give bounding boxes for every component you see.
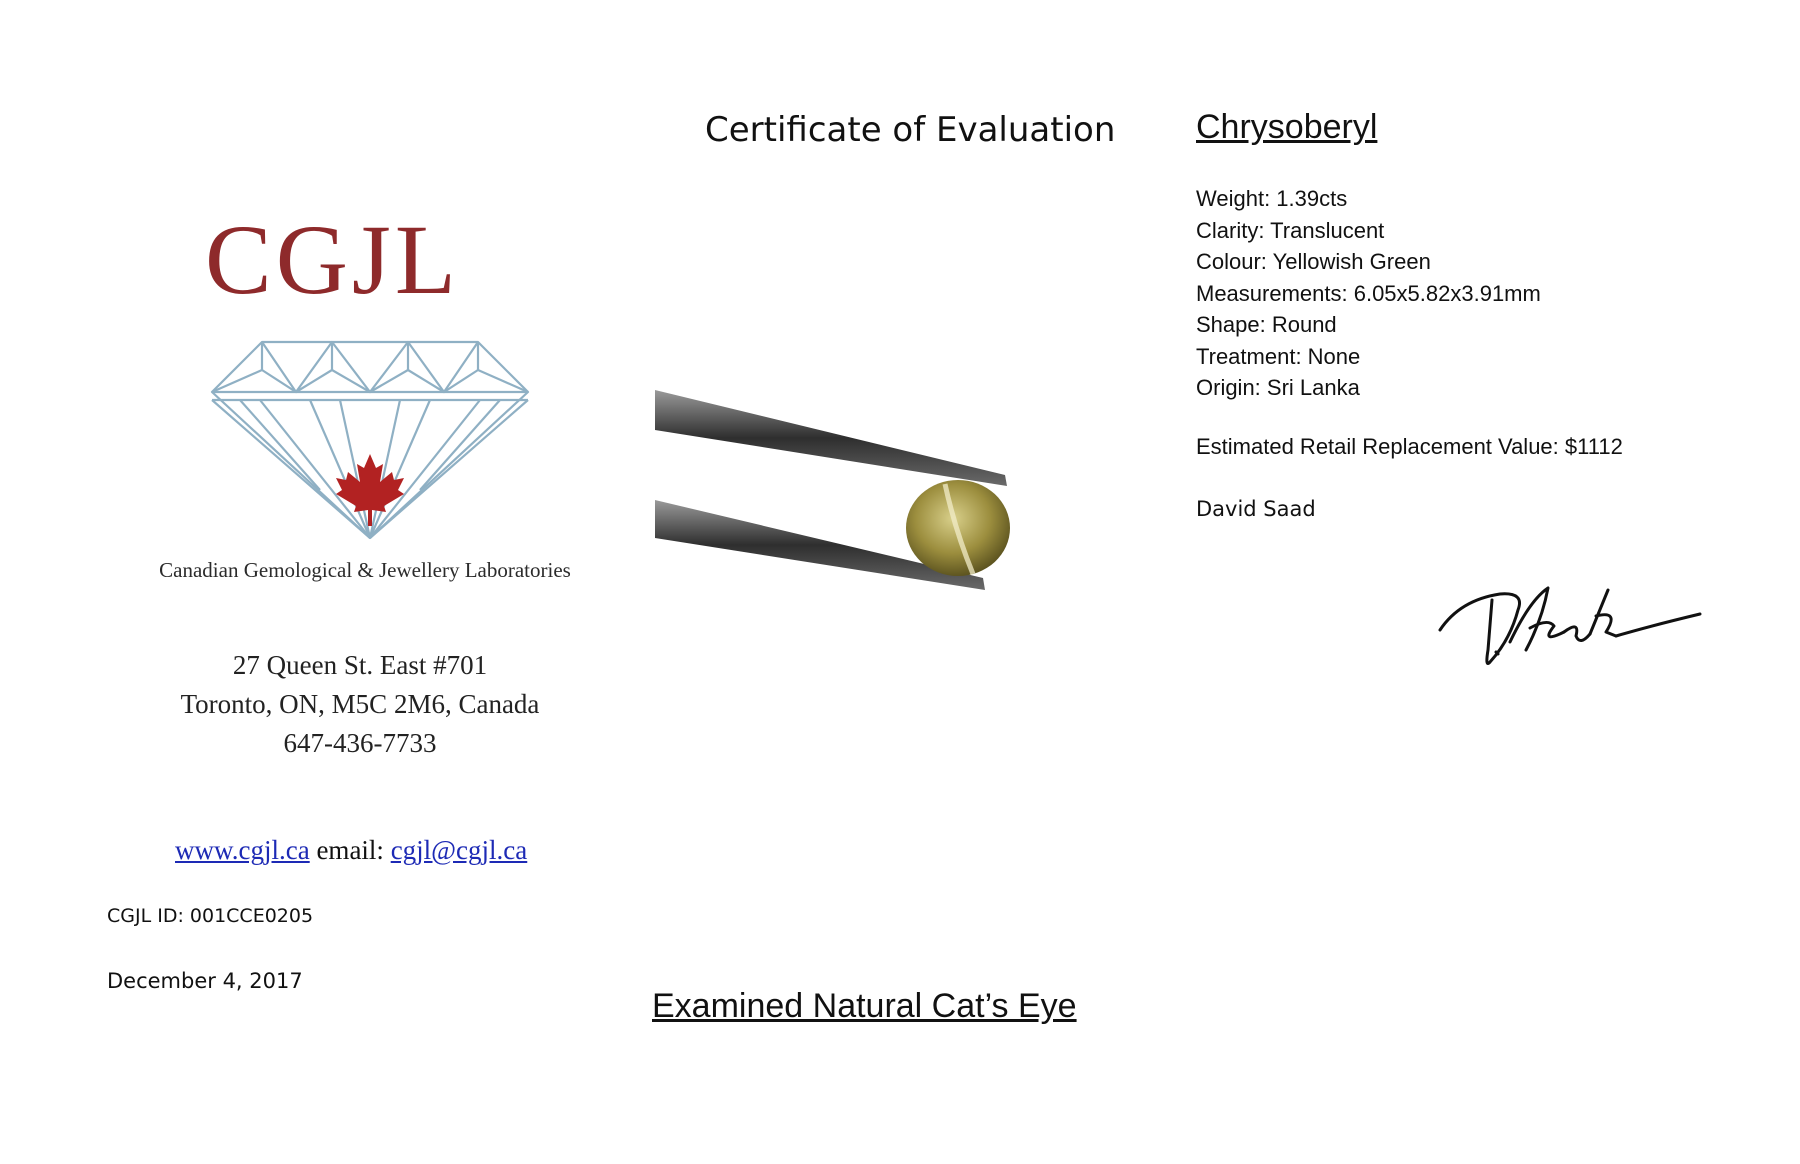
spec-weight: Weight: 1.39cts bbox=[1196, 186, 1348, 211]
signer-name: David Saad bbox=[1196, 497, 1316, 521]
email-label: email: bbox=[316, 835, 384, 865]
certificate-date: December 4, 2017 bbox=[107, 969, 303, 993]
certificate-id: CGJL ID: 001CCE0205 bbox=[107, 905, 314, 927]
lab-name: Canadian Gemological & Jewellery Laboratories bbox=[159, 558, 571, 582]
website-link[interactable]: www.cgjl.ca bbox=[175, 835, 310, 865]
certificate-title: Certificate of Evaluation bbox=[705, 110, 1116, 150]
phone-number: 647-436-7733 bbox=[283, 728, 437, 758]
signature-icon bbox=[1430, 580, 1710, 680]
spec-origin: Origin: Sri Lanka bbox=[1196, 375, 1360, 400]
address-line-1: 27 Queen St. East #701 bbox=[232, 650, 488, 680]
spec-clarity: Clarity: Translucent bbox=[1196, 217, 1385, 243]
replacement-value: Estimated Retail Replacement Value: $1112 bbox=[1196, 434, 1623, 459]
diamond-logo-icon bbox=[210, 340, 530, 545]
gem-name: Chrysoberyl bbox=[1196, 108, 1378, 146]
spec-shape: Shape: Round bbox=[1196, 312, 1337, 337]
logo-wordmark: CGJL bbox=[205, 204, 460, 315]
tweezer-upper-arm bbox=[655, 390, 1007, 486]
examined-title: Examined Natural Cat’s Eye bbox=[652, 987, 1077, 1025]
contact-links bbox=[175, 835, 595, 866]
spec-treatment: Treatment: None bbox=[1196, 343, 1361, 369]
spec-colour: Colour: Yellowish Green bbox=[1196, 249, 1431, 274]
spec-measurements: Measurements: 6.05x5.82x3.91mm bbox=[1196, 280, 1541, 306]
email-link[interactable]: cgjl@cgjl.ca bbox=[390, 835, 528, 865]
gemstone-in-tweezers-image bbox=[655, 390, 1015, 610]
gem-specs-list bbox=[1196, 183, 1541, 404]
address-line-2: Toronto, ON, M5C 2M6, Canada bbox=[180, 689, 540, 719]
